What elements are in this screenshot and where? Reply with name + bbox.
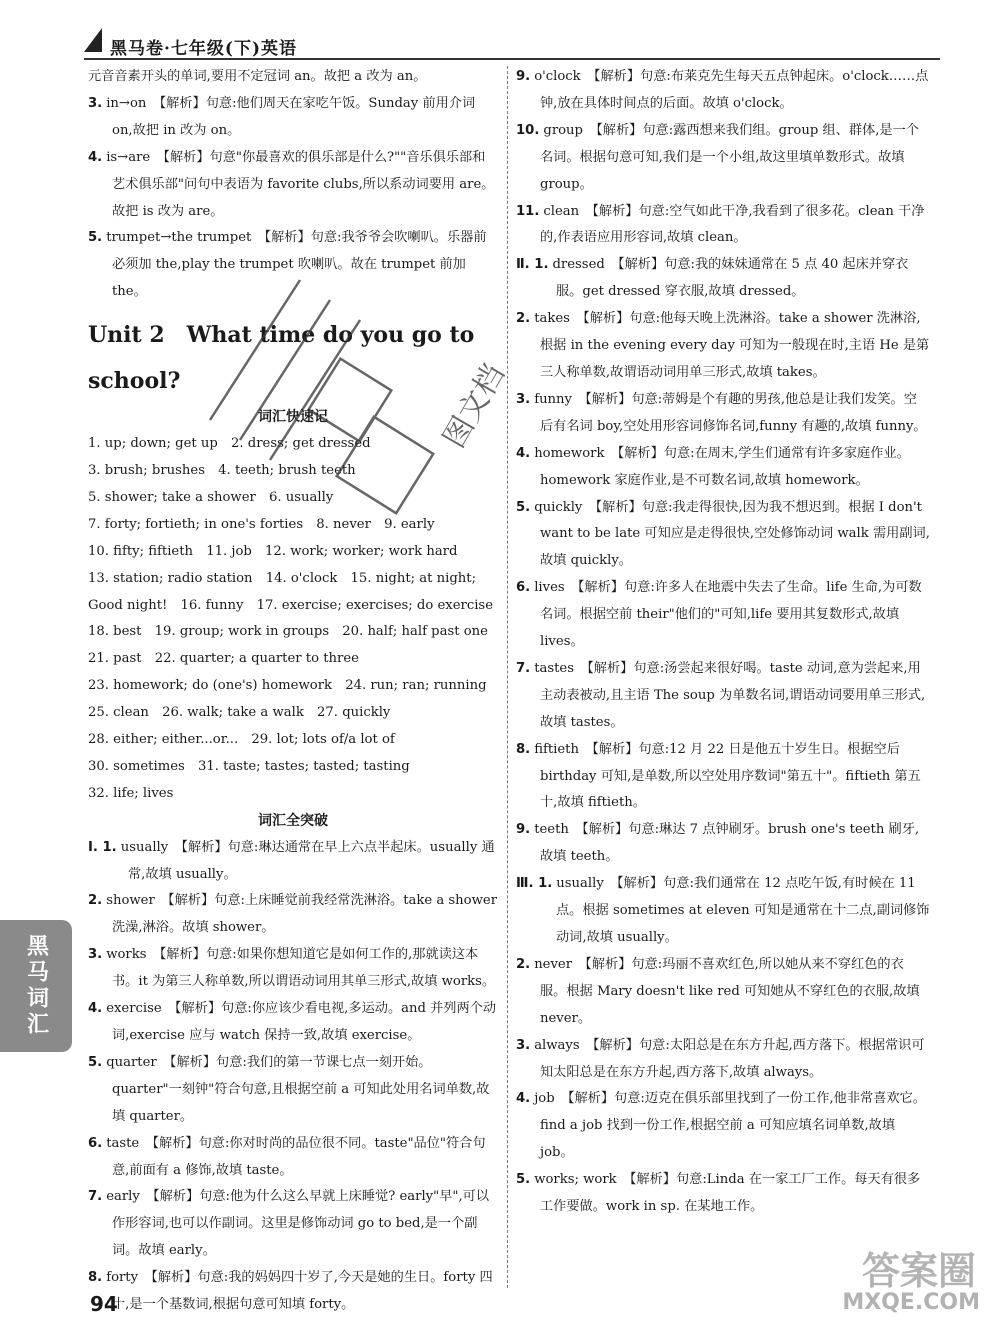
answer-item <box>88 91 498 145</box>
item-number: 8. <box>516 741 531 757</box>
answer-item <box>88 1131 498 1185</box>
unit-title: Unit 2 What time do you go to school? <box>88 322 475 395</box>
watermark-logo <box>776 1240 986 1320</box>
item-explanation: 【解析】句意:迈克在俱乐部里找到了一份工作,他非常喜欢它。find a job 找到一份工作,根据空前 a 可知应填名词单数,故填 job。 <box>540 1091 926 1161</box>
item-explanation: 【解析】句意:上床睡觉前我经常洗淋浴。take a shower 洗澡,淋浴。故填 shower。 <box>112 893 498 936</box>
item-explanation: 元音音素开头的单词,要用不定冠词 an。故把 a 改为 an。 <box>88 69 427 84</box>
vocab-line: 13. station; radio station 14. o'clock 15. night; at night; Good night! 16. funny 17. exercise; exercises; do exercise 18. best 19. group; work in groups 20. half; half past one 21. past 22. quarter; a quarter to three <box>88 570 507 667</box>
item-explanation: 【解析】句意:你对时尚的品位很不同。taste"品位"符合句意,前面有 a 修饰,故填 taste。 <box>112 1135 486 1178</box>
item-answer: quickly <box>534 499 583 515</box>
item-number: 2. <box>88 893 103 909</box>
item-explanation: 【解析】句意:他为什么这么早就上床睡觉? early"早",可以作形容词,也可以作副词。这里是修饰动词 go to bed,是一个副词。故填 early。 <box>112 1189 490 1259</box>
item-explanation: 【解析】句意:我的妈妈四十岁了,今天是她的生日。forty 四十,是一个基数词,根据句意可知填 forty。 <box>112 1270 493 1313</box>
answer-item <box>516 952 930 1033</box>
item-number: 8. <box>88 1270 103 1286</box>
answer-item <box>516 387 930 441</box>
item-number: Ⅲ. 1. <box>516 876 553 892</box>
item-answer: job <box>534 1091 555 1107</box>
item-explanation: 【解析】句意:汤尝起来很好喝。taste 动词,意为尝起来,用主动表被动,且主语 The soup 为单数名词,谓语动词要用单三形式,故填 tastes。 <box>540 660 926 730</box>
item-answer: group <box>543 122 583 138</box>
answer-item <box>516 575 930 656</box>
item-number: 4. <box>516 1091 531 1107</box>
answer-item <box>516 737 930 818</box>
answer-item <box>88 996 498 1050</box>
item-answer: fiftieth <box>534 741 579 757</box>
header-triangle-mark <box>84 28 102 52</box>
item-answer: usually <box>120 839 169 855</box>
answer-item <box>88 1184 498 1265</box>
item-answer: funny <box>534 391 572 407</box>
item-number: 4. <box>516 445 531 461</box>
vocab-line: 25. clean 26. walk; take a walk 27. quickly <box>88 705 391 721</box>
item-number: 7. <box>516 660 531 676</box>
item-explanation: 【解析】句意:Linda 在一家工厂工作。每天有很多工作要做。work in sp. 在某地工作。 <box>540 1172 921 1215</box>
item-explanation: 【解析】句意:玛丽不喜欢红色,所以她从来不穿红色的衣服。根据 Mary doesn't like red 可知她从不穿红色的衣服,故填 never。 <box>540 956 920 1026</box>
item-answer: quarter <box>106 1054 157 1070</box>
item-number: 3. <box>88 95 103 111</box>
header-rule <box>84 58 940 60</box>
item-explanation: 【解析】句意:露西想来我们组。group 组、群体,是一个名词。根据句意可知,我们是一个小组,故这里填单数形式。故填 group。 <box>540 122 919 192</box>
answer-item <box>516 656 930 737</box>
item-answer: never <box>534 956 573 972</box>
item-answer: homework <box>534 445 605 461</box>
answer-item <box>88 145 498 226</box>
answer-item <box>88 835 498 889</box>
item-number: 9. <box>516 69 531 84</box>
item-explanation: 【解析】句意:空气如此干净,我看到了很多花。clean 干净的,作表语应用形容词,故填 clean。 <box>540 203 925 246</box>
vocab-line: 3. brush; brushes 4. teeth; brush teeth <box>88 462 356 478</box>
left-column <box>88 64 507 1319</box>
answer-item <box>516 64 930 118</box>
watermark-logo-text: 答案圈 <box>861 1249 976 1293</box>
answer-item <box>516 871 930 952</box>
item-answer: is→are <box>106 149 151 165</box>
item-number: 6. <box>88 1135 103 1151</box>
item-number: 2. <box>516 311 531 327</box>
item-number: 5. <box>516 1172 531 1188</box>
answer-item <box>516 1033 930 1087</box>
answer-item <box>88 942 498 996</box>
item-answer: dressed <box>552 257 605 273</box>
page-number: 94 <box>90 1292 118 1316</box>
answer-item <box>516 1167 930 1221</box>
column-divider <box>507 66 508 1288</box>
item-explanation: 【解析】句意:在周末,学生们通常有许多家庭作业。homework 家庭作业,是不可数名词,故填 homework。 <box>540 445 910 488</box>
item-number: 9. <box>516 822 531 838</box>
item-explanation: 【解析】句意:许多人在地震中失去了生命。life 生命,为可数名词。根据空前 their"他们的"可知,life 要用其复数形式,故填 lives。 <box>540 580 922 650</box>
item-explanation: 【解析】句意:他每天晚上洗淋浴。take a shower 洗淋浴,根据 in the evening every day 可知为一般现在时,主语 He 是第三人称单数,故谓语动词用单三形式,故填 takes。 <box>540 311 930 380</box>
answer-item <box>516 441 930 495</box>
item-explanation: 【解析】句意:蒂姆是个有趣的男孩,他总是让我们发笑。空后有名词 boy,空处用形容词修饰名词,funny 有趣的,故填 funny。 <box>540 391 927 434</box>
watermark-url: MXQE.COM <box>842 1290 980 1315</box>
item-number: 5. <box>88 230 103 246</box>
item-number: 3. <box>516 391 531 407</box>
answer-item <box>88 1265 498 1319</box>
item-number: 4. <box>88 149 103 165</box>
item-explanation: 【解析】句意:12 月 22 日是他五十岁生日。根据空后 birthday 可知,是单数,所以空处用序数词"第五十"。fiftieth 第五十,故填 fiftieth。 <box>540 741 921 811</box>
item-answer: usually <box>556 876 604 892</box>
vocab-line: 5. shower; take a shower 6. usually <box>88 489 334 505</box>
item-explanation: 【解析】句意:我的妹妹通常在 5 点 40 起床并穿衣服。get dressed 穿衣服,故填 dressed。 <box>556 257 909 300</box>
side-tab-label: 黑马词汇 <box>23 934 49 1038</box>
item-explanation: 【解析】句意:琳达 7 点钟刷牙。brush one's teeth 刷牙,故填 teeth。 <box>540 822 920 865</box>
item-explanation: 【解析】句意:我们的第一节课七点一刻开始。quarter"一刻钟"符合句意,且根据空前 a 可知此处用名词单数,故填 quarter。 <box>112 1054 490 1124</box>
header-title: 黑马卷·七年级(下)英语 <box>110 39 298 59</box>
item-explanation: 【解析】句意:如果你想知道它是如何工作的,那就读这本书。it 为第三人称单数,所以谓语动词用其单三形式,故填 works。 <box>112 947 496 990</box>
item-explanation: 【解析】句意:琳达通常在早上六点半起床。usually 通常,故填 usually。 <box>128 839 495 882</box>
answer-item <box>88 1050 498 1131</box>
item-answer: trumpet→the trumpet <box>106 230 252 246</box>
right-column <box>516 64 930 1221</box>
item-answer: exercise <box>106 1001 162 1017</box>
vocab-line: 1. up; down; get up 2. dress; get dressed <box>88 436 371 452</box>
item-number: 2. <box>516 956 531 972</box>
item-number: 7. <box>88 1189 103 1205</box>
item-answer: teeth <box>534 822 569 838</box>
item-answer: in→on <box>106 95 147 111</box>
item-number: 10. <box>516 122 540 138</box>
vocab-line: 7. forty; fortieth; in one's forties 8. never 9. early <box>88 516 435 532</box>
item-explanation: 【解析】句意:我们通常在 12 点吃午饭,有时候在 11 点。根据 sometimes at eleven 可知是通常在十二点,副词修饰动词,故填 usually。 <box>556 876 930 945</box>
answer-item <box>516 1086 930 1167</box>
vocab-line: 30. sometimes 31. taste; tastes; tasted; tasting <box>88 758 410 774</box>
item-answer: tastes <box>534 660 574 676</box>
page-header <box>0 0 1000 62</box>
item-explanation: 【解析】句意:他们周天在家吃午饭。Sunday 前用介词 on,故把 in 改为 on。 <box>112 95 476 138</box>
item-explanation: 【解析】句意"你最喜欢的俱乐部是什么?""音乐俱乐部和艺术俱乐部"问句中表语为 favorite clubs,所以系动词要用 are。故把 is 改为 are。 <box>112 149 495 219</box>
breakthrough-section-title: 词汇全突破 <box>258 812 328 829</box>
vocab-line: 10. fifty; fiftieth 11. job 12. work; worker; work hard <box>88 543 458 559</box>
item-answer: o'clock <box>534 69 581 84</box>
item-explanation: 【解析】句意:我走得很快,因为我不想迟到。根据 I don't want to be late 可知应是走得很快,空处修饰动词 walk 需用副词,故填 quickly。 <box>540 499 930 569</box>
item-answer: lives <box>534 580 565 596</box>
item-number: 3. <box>516 1037 531 1053</box>
item-answer: works; work <box>534 1172 617 1188</box>
item-number: 5. <box>88 1054 103 1070</box>
vocab-line: 28. either; either...or... 29. lot; lots of/a lot of <box>88 732 395 748</box>
item-explanation: 【解析】句意:你应该少看电视,多运动。and 并列两个动词,exercise 应与 watch 保持一致,故填 exercise。 <box>112 1001 497 1043</box>
answer-item <box>88 225 498 306</box>
item-answer: shower <box>106 893 155 909</box>
watermark-stamp-text: 图文档 <box>436 358 512 454</box>
item-number: Ⅰ. 1. <box>88 839 117 855</box>
answer-item <box>516 252 930 306</box>
item-explanation: 【解析】句意:布莱克先生每天五点钟起床。o'clock……点钟,放在具体时间点的后面。故填 o'clock。 <box>540 69 929 111</box>
answer-item <box>516 118 930 199</box>
answer-item <box>516 306 930 387</box>
answer-item <box>516 199 930 253</box>
item-answer: early <box>106 1189 140 1205</box>
answer-item <box>516 817 930 871</box>
item-answer: forty <box>106 1270 139 1286</box>
item-number: 3. <box>88 947 103 963</box>
item-answer: takes <box>534 311 570 327</box>
item-number: 11. <box>516 203 540 219</box>
item-answer: taste <box>106 1135 140 1151</box>
answer-item <box>516 495 930 576</box>
item-answer: works <box>106 947 147 963</box>
side-tab <box>0 920 72 1052</box>
item-number: 5. <box>516 499 531 515</box>
item-number: Ⅱ. 1. <box>516 257 549 273</box>
item-explanation: 【解析】句意:我爷爷会吹喇叭。乐器前必须加 the,play the trumpet 吹喇叭。故在 trumpet 前加 the。 <box>112 230 487 300</box>
item-answer: always <box>534 1037 580 1053</box>
vocab-line: 23. homework; do (one's) homework 24. run; ran; running <box>88 678 487 694</box>
item-explanation: 【解析】句意:太阳总是在东方升起,西方落下。根据常识可知太阳总是在东方升起,西方落下,故填 always。 <box>540 1037 925 1080</box>
vocab-line: 32. life; lives <box>88 785 174 801</box>
vocab-section-title: 词汇快速记 <box>258 409 328 426</box>
item-number: 4. <box>88 1001 103 1017</box>
answer-item <box>88 888 498 942</box>
item-answer: clean <box>543 203 580 219</box>
item-number: 6. <box>516 580 531 596</box>
answer-item <box>88 64 498 91</box>
